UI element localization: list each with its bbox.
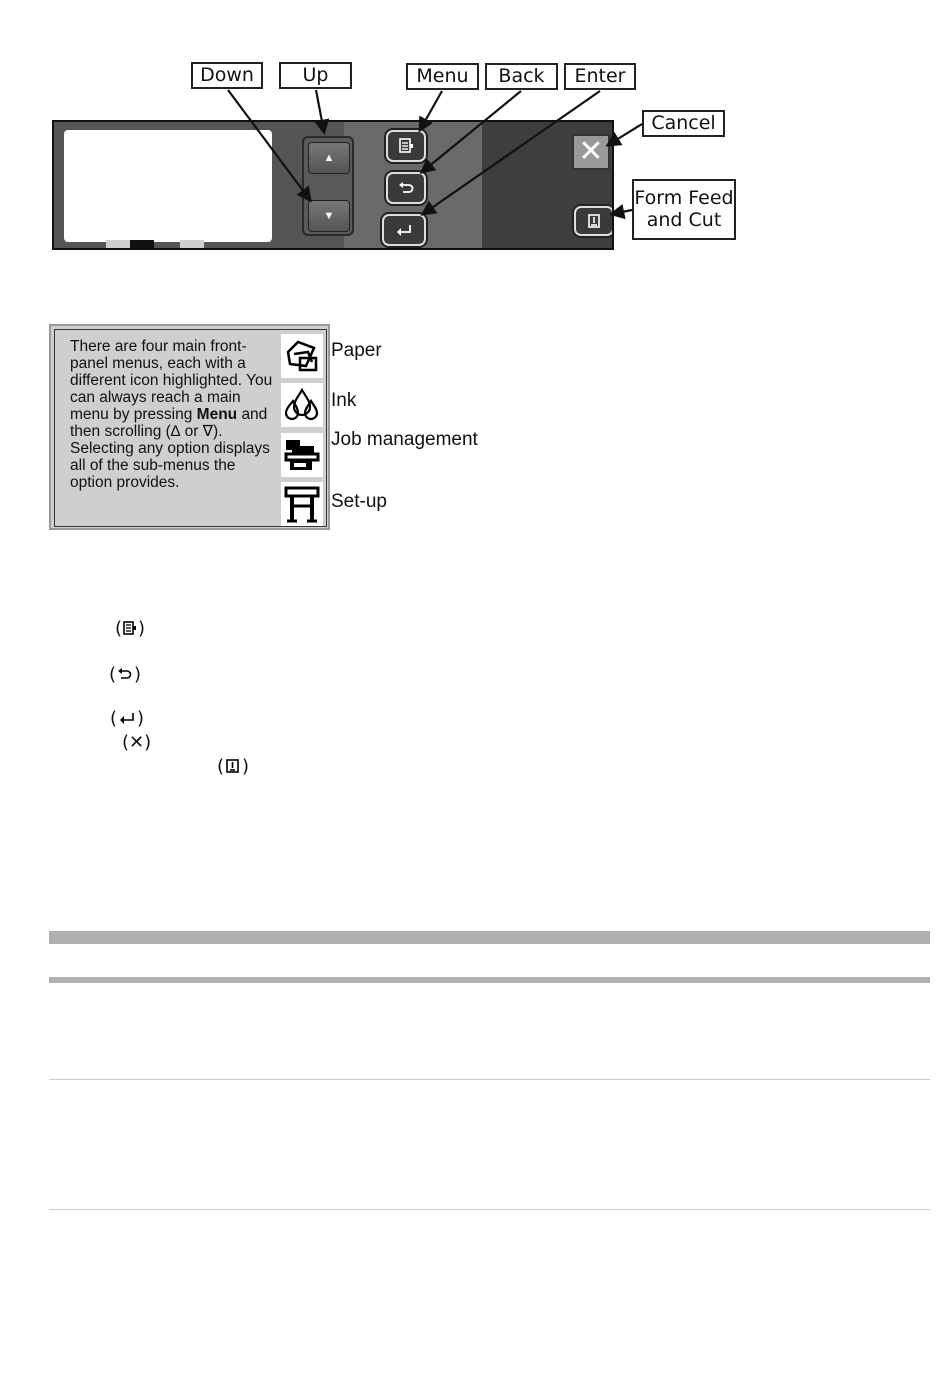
cancel-icon: ✕ [578,135,604,168]
menu-label-job-management: Job management [331,429,478,450]
paper-icon [281,334,323,378]
back-symbol: ( ) [109,664,142,685]
callout-arrows [0,0,950,260]
table-divider-heavy [49,977,930,983]
menu-label-paper: Paper [331,340,382,361]
cancel-symbol: (✕) [122,732,152,753]
table-divider [49,1079,930,1080]
form-feed-symbol: ( ) [217,756,250,777]
table-divider [49,1209,930,1210]
info-box-text: There are four main front-panel menus, each with a different icon highlighted. You can always reach a main menu by pressing Menu and then scrolling (∆ or ∇). Selecting any option displays all of the sub-menus the option provides. [70,338,273,491]
menu-label-setup: Set-up [331,491,387,512]
main-menus-info-box [49,324,330,530]
menu-symbol: ( ) [115,618,146,639]
callout-up: Up [279,62,352,89]
table-header-bar [49,931,930,944]
enter-icon [117,710,137,726]
ink-icon [281,383,323,427]
callout-cancel: Cancel [642,110,725,137]
back-icon [116,666,134,682]
setup-icon [281,482,323,526]
callout-form-feed: Form Feed and Cut [632,179,736,240]
callout-down: Down [191,62,263,89]
callout-back: Back [485,63,558,90]
callout-enter: Enter [564,63,636,90]
enter-symbol: ( ) [110,708,145,729]
menu-icon [122,620,138,636]
callout-menu: Menu [406,63,479,90]
job-management-icon [281,433,323,477]
down-button[interactable]: ▼ [308,200,350,232]
menu-label-ink: Ink [331,390,357,411]
info-box-frame [54,329,327,527]
form-feed-icon [224,758,242,774]
up-button[interactable]: ▲ [308,142,350,174]
